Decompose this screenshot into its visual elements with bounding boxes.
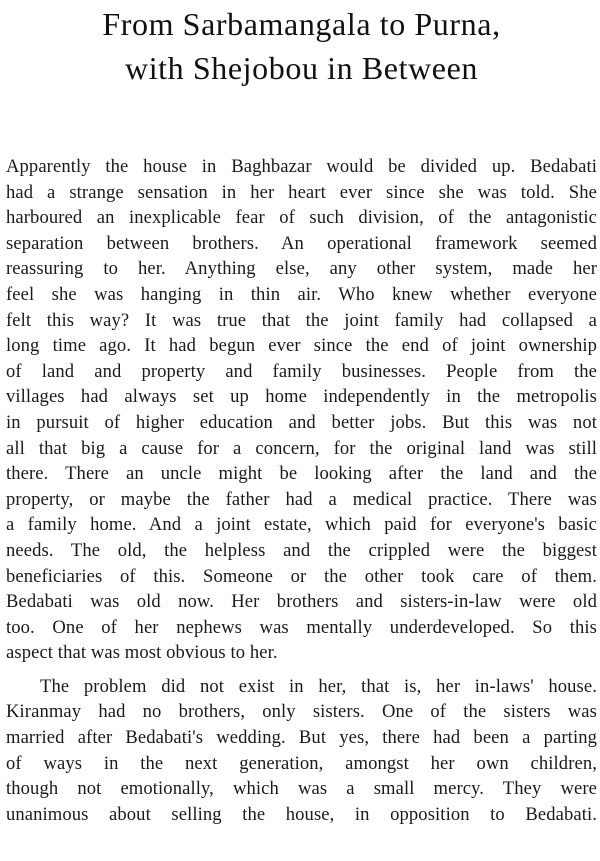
text-line: married after Bedabati's wedding. But yes, there had been a parting bbox=[6, 727, 597, 749]
text-line: Apparently the house in Baghbazar would be divided up. Bedabati bbox=[6, 156, 597, 177]
text-line: beneficiaries of this. Someone or the other took care of them. bbox=[6, 565, 597, 587]
text-line: in pursuit of higher education and better jobs. But this was not bbox=[6, 411, 597, 433]
text-line: unanimous about selling the house, in opposition to Bedabati. bbox=[6, 803, 597, 825]
paragraph-1 bbox=[6, 154, 597, 666]
text-line: long time ago. It had begun ever since the end of joint ownership bbox=[6, 335, 597, 357]
text-line: separation between brothers. An operational framework seemed bbox=[6, 232, 597, 254]
text-line: there. There an uncle might be looking after the land and the bbox=[6, 463, 597, 485]
text-line: though not emotionally, which was a small mercy. They were bbox=[6, 778, 597, 800]
text-line: had a strange sensation in her heart ever since she was told. She bbox=[6, 181, 597, 203]
text-line: needs. The old, the helpless and the crippled were the biggest bbox=[6, 539, 597, 561]
text-line: The problem did not exist in her, that is, her in-laws' house. bbox=[40, 675, 597, 697]
chapter-title-line-2: with Shejobou in Between bbox=[124, 50, 479, 86]
chapter-title-line-1: From Sarbamangala to Purna, bbox=[102, 6, 501, 42]
text-line: feel she was hanging in thin air. Who knew whether everyone bbox=[6, 283, 597, 305]
text-line: of land and property and family businesses. People from the bbox=[6, 360, 597, 382]
chapter-title bbox=[6, 0, 597, 90]
text-line: a family home. And a joint estate, which paid for everyone's basic bbox=[6, 514, 597, 536]
paragraph-2 bbox=[6, 674, 597, 828]
text-line: property, or maybe the father had a medical practice. There was bbox=[6, 488, 597, 510]
text-line: reassuring to her. Anything else, any other system, made her bbox=[6, 258, 597, 280]
text-line: villages had always set up home independently in the metropolis bbox=[6, 386, 597, 408]
text-line: of ways in the next generation, amongst her own children, bbox=[6, 752, 597, 774]
chapter-body bbox=[6, 154, 597, 827]
text-line: Bedabati was old now. Her brothers and sisters-in-law were old bbox=[6, 591, 597, 613]
text-line: harboured an inexplicable fear of such division, of the antagonistic bbox=[6, 207, 597, 229]
text-line: felt this way? It was true that the joint family had collapsed a bbox=[6, 309, 597, 331]
text-line: all that big a cause for a concern, for the original land was still bbox=[6, 437, 597, 459]
text-line: aspect that was most obvious to her. bbox=[6, 642, 278, 664]
text-line: too. One of her nephews was mentally underdeveloped. So this bbox=[6, 616, 597, 638]
text-line: Kiranmay had no brothers, only sisters. One of the sisters was bbox=[6, 701, 597, 723]
